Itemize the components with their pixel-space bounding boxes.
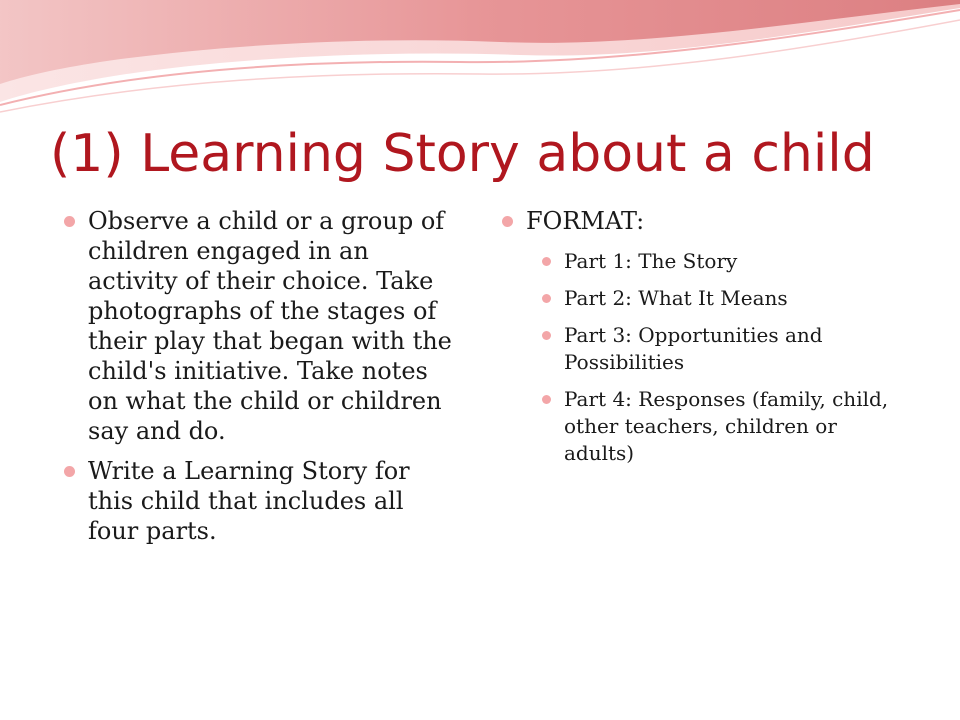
sub-item-text: Part 1: The Story	[564, 249, 738, 273]
header-wave-decoration	[0, 0, 960, 130]
sub-item-text: Part 3: Opportunities and Possibilities	[564, 323, 823, 374]
sub-list-item	[540, 322, 900, 376]
list-item	[62, 206, 457, 446]
sub-list-item	[540, 285, 900, 312]
bullet-dot-icon	[542, 395, 551, 404]
right-column	[500, 206, 900, 477]
bullet-text: Observe a child or a group of children engaged in an activity of their choice. Take photographs of the stages of their play that began with the child's initiative. Take notes on what the child or children say and do.	[88, 207, 452, 445]
right-bullet-list	[500, 206, 900, 467]
sub-item-text: Part 2: What It Means	[564, 286, 788, 310]
sub-item-text: Part 4: Responses (family, child, other teachers, children or adults)	[564, 387, 889, 465]
left-bullet-list	[62, 206, 457, 546]
list-item	[62, 456, 457, 546]
left-column	[62, 206, 457, 556]
bullet-dot-icon	[64, 216, 75, 227]
bullet-dot-icon	[502, 216, 513, 227]
bullet-dot-icon	[64, 466, 75, 477]
format-heading-item	[500, 206, 900, 467]
sub-list-item	[540, 248, 900, 275]
bullet-dot-icon	[542, 257, 551, 266]
format-heading: FORMAT:	[526, 207, 645, 235]
sub-list-item	[540, 386, 900, 467]
bullet-dot-icon	[542, 294, 551, 303]
slide-title: (1) Learning Story about a child	[50, 124, 875, 184]
format-sub-list	[500, 248, 900, 467]
bullet-dot-icon	[542, 331, 551, 340]
bullet-text: Write a Learning Story for this child that includes all four parts.	[88, 457, 410, 545]
